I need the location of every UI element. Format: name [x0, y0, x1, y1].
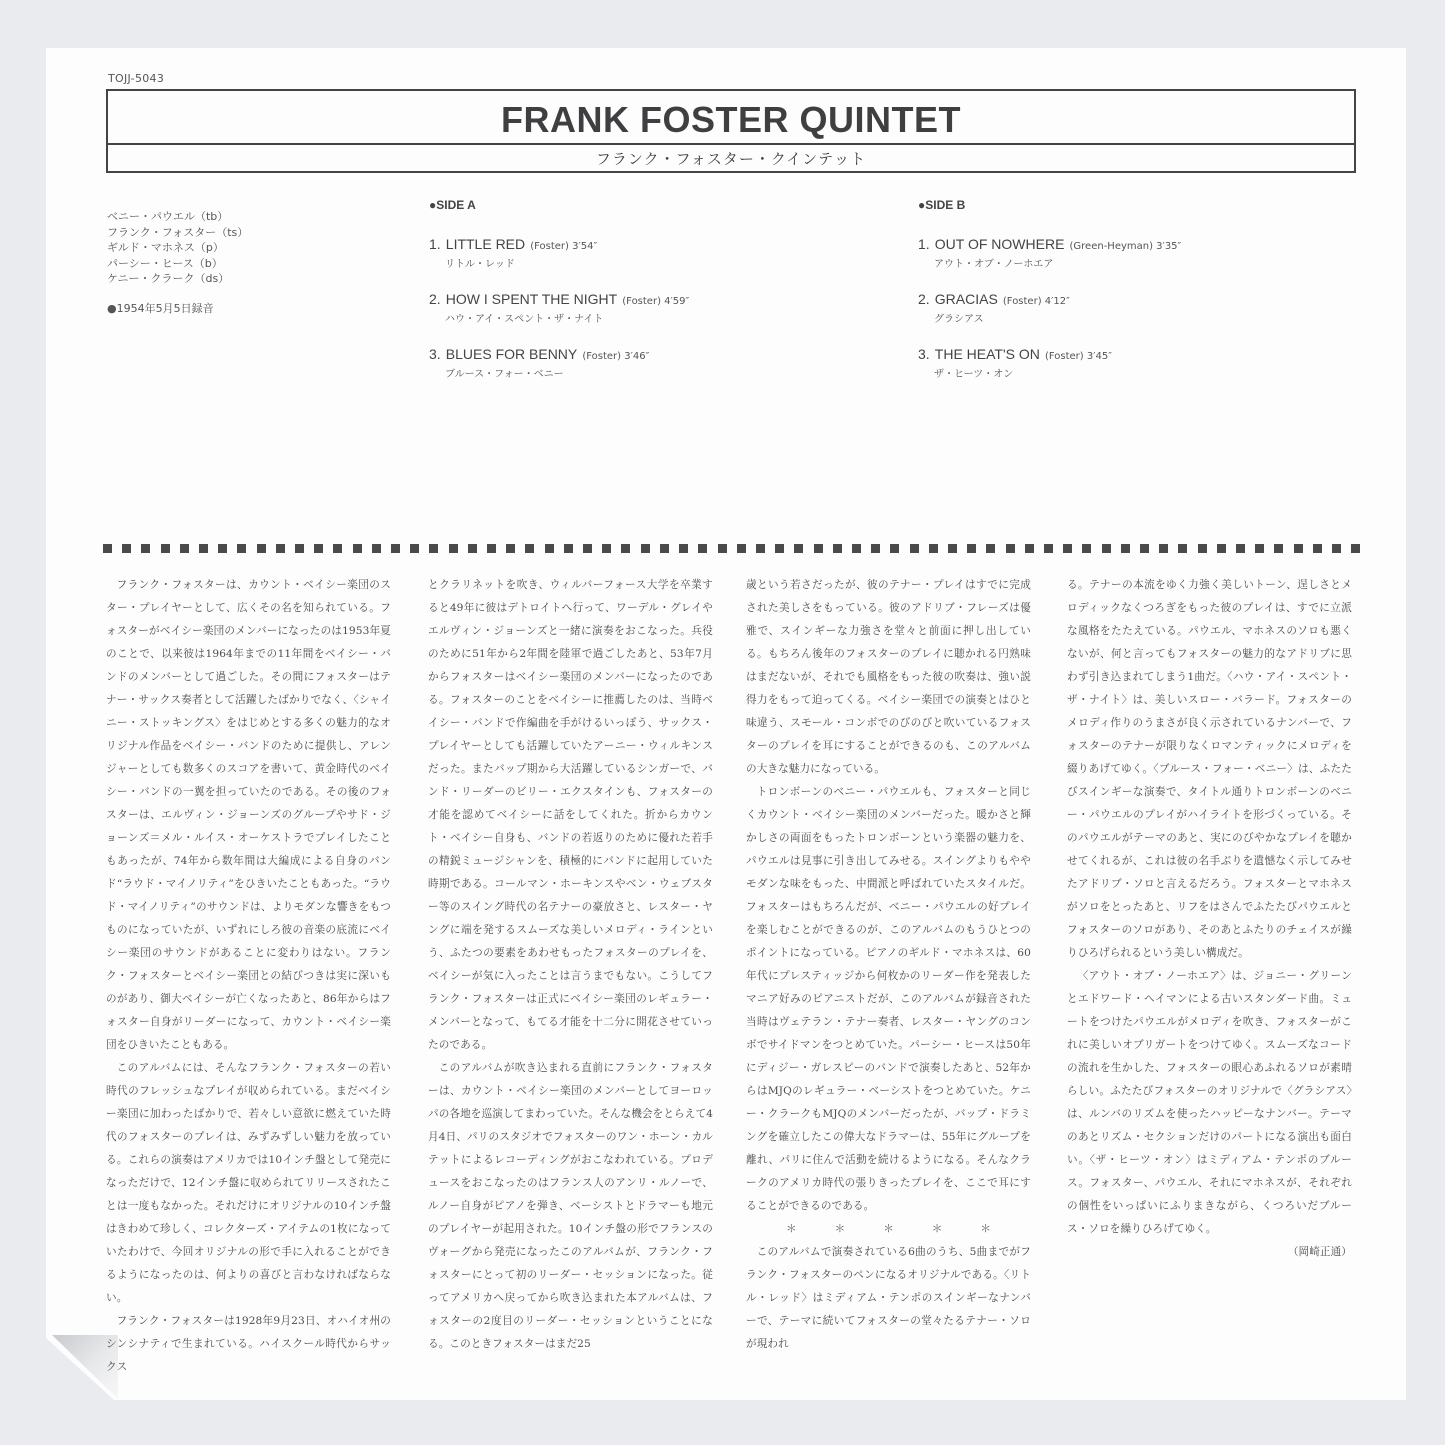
track-item — [918, 344, 1112, 380]
side-b-label: ●SIDE B — [918, 198, 966, 212]
divider-square — [871, 544, 880, 553]
divider-square — [372, 544, 381, 553]
recording-date: ●1954年5月5日録音 — [107, 302, 214, 315]
divider-square — [103, 544, 112, 553]
divider-square — [333, 544, 342, 553]
notes-paragraph: フランク・フォスターは、カウント・ベイシー楽団のスター・プレイヤーとして、広くその名を知られている。フォスターがベイシー楽団のメンバーになったのは1953年夏のことで、以来彼は1964年までの11年間をベイシー・バンドのメンバーとして過ごした。その間にフォスターはテナー・サックス奏者として活躍したばかりでなく、〈シャイニー・ストッキングス〉をはじめとする多くの魅力的なオリジナル作品をベイシー・バンドのために提供し、アレンジャーとしても数多くのスコアを書いて、黄金時代のベイシー・バンドの一翼を担っていたのである。その後のフォスターは、エルヴィン・ジョーンズのグループやサド・ジョーンズ＝メル・ルイス・オーケストラでプレイしたこともあったが、74年から数年間は大編成による自身のバンド“ラウド・マイノリティ”をひきいたこともあった。“ラウド・マイノリティ”のサウンドは、よりモダンな響きをもつものになっていたが、いずれにしろ彼の音楽の底流にベイシー楽団のサウンドがあることに変わりはない。フランク・フォスターとベイシー楽団との結びつきは実に深いものがあり、御大ベイシーが亡くなったあと、86年からはフォスター自身がリーダーになって、カウント・ベイシー楽団をひきいたこともある。 — [106, 579, 391, 1051]
divider-square — [1198, 544, 1207, 553]
track-title: HOW I SPENT THE NIGHT — [445, 291, 618, 307]
divider-square — [621, 544, 630, 553]
divider-square — [910, 544, 919, 553]
divider-square — [295, 544, 304, 553]
personnel-item: フランク・フォスター（ts） — [107, 225, 249, 239]
divider-square — [833, 544, 842, 553]
divider-square — [814, 544, 823, 553]
divider-square — [1082, 544, 1091, 553]
divider-square — [1140, 544, 1149, 553]
divider-square — [890, 544, 899, 553]
track-number: 3. — [429, 346, 441, 362]
notes-paragraph: 〈アウト・オブ・ノーホエア〉は、ジョニー・グリーンとエドワード・ヘイマンによる古いスタンダード曲。ミュートをつけたパウエルがメロディを吹き、フォスターがこれに美しいオブリガートをつけてゆく。スムーズなコードの流れを生かした、フォスターの眼心あふれるソロが素晴らしい。ふたたびフォスターのオリジナルで〈グラシアス〉は、ルンバのリズムを使ったハッピーなナンバー。テーマのあとリズム・セクションだけのパートになる演出も面白い。〈ザ・ヒーツ・オン〉はミディアム・テンポのブルース。フォスター、パウエル、それにマホネスが、それぞれの個性をいっぱいにふりまきながら、くつろいだブルース・ソロを繰りひろげてゆく。 — [1067, 970, 1352, 1235]
divider-square — [449, 544, 458, 553]
notes-column-4 — [1067, 574, 1352, 1264]
track-number: 3. — [918, 346, 930, 362]
divider-square — [237, 544, 246, 553]
divider-square — [218, 544, 227, 553]
divider-square — [1332, 544, 1341, 553]
divider-square — [1044, 544, 1053, 553]
track-number: 1. — [918, 236, 930, 252]
divider-square — [1294, 544, 1303, 553]
track-item — [918, 289, 1070, 325]
notes-paragraph: トロンボーンのベニー・パウエルも、フォスターと同じくカウント・ベイシー楽団のメンバーだった。暖かさと輝かしさの両面をもったトロンボーンという楽器の魅力を、パウエルは見事に引き出してみせる。スイングよりもややモダンな味をもった、中間派と呼ばれていたスタイルだ。フォスターはもちろんだが、ベニー・パウエルの好プレイを楽しむことができるのが、このアルバムのもうひとつのポイントになっている。ピアノのギルド・マホネスは、60年代にプレスティッジから何枚かのリーダー作を発表したマニア好みのピアニストだが、このアルバムが録音された当時はヴェテラン・テナー奏者、レスター・ヤングのコンボでサイドマンをつとめていた。パーシー・ヒースは50年にディジー・ガレスピーのバンドで演奏したあと、52年からはMJQのレギュラー・ベーシストをつとめていた。ケニー・クラークもMJQのメンバーだったが、バップ・ドラミングを確立したこの偉大なドラマーは、55年にグループを離れ、パリに住んで活動を続けるようになる。そんなクラークのアメリカ時代の張りきったプレイを、ここで耳にすることができるのである。 — [746, 786, 1031, 1212]
divider-square — [718, 544, 727, 553]
divider-square — [1178, 544, 1187, 553]
divider-square — [257, 544, 266, 553]
divider-square — [1121, 544, 1130, 553]
side-a-tracklist — [429, 198, 690, 380]
personnel-item: ベニー・パウエル（tb） — [107, 210, 229, 223]
notes-column-1 — [106, 574, 391, 1379]
divider-square — [852, 544, 861, 553]
notes-paragraph: このアルバムが吹き込まれる直前にフランク・フォスターは、カウント・ベイシー楽団のメンバーとしてヨーロッパの各地を巡演してまわっていた。そんな機会をとらえて4月4日、パリのスタジオでフォスターのワン・ホーン・カルテットによるレコーディングがおこなわれている。プロデュースをおこなったのはフランス人のアンリ・ルノーで、ルノー自身がピアノを弾き、ベーシストとドラマーも地元のプレイヤーが起用された。10インチ盤の形でフランスのヴォーグから発売になったこのアルバムが、フランク・フォスターにとって初のリーダー・セッションになった。従ってアメリカへ戻ってから吹き込まれた本アルバムは、フォスターの2度目のリーダー・セッションということになる。このときフォスターはまだ25 — [428, 1062, 713, 1350]
divider-square — [199, 544, 208, 553]
divider-square — [161, 544, 170, 553]
divider-square — [602, 544, 611, 553]
track-item — [918, 234, 1181, 270]
track-credit: (Foster) 3′54″ — [530, 241, 598, 252]
divider-square — [525, 544, 534, 553]
notes-paragraph: フランク・フォスターは1928年9月23日、オハイオ州のシンシナティで生まれている。ハイスクール時代からサックス — [106, 1315, 391, 1373]
dotted-divider — [103, 544, 1361, 554]
divider-square — [967, 544, 976, 553]
divider-square — [180, 544, 189, 553]
track-title-japanese: ザ・ヒーツ・オン — [934, 369, 1014, 380]
notes-column-3 — [746, 574, 1031, 1356]
side-b-tracklist — [918, 198, 1182, 380]
author-signature: （岡崎正通） — [1287, 1246, 1352, 1258]
track-number: 1. — [429, 236, 441, 252]
divider-square — [794, 544, 803, 553]
track-title: BLUES FOR BENNY — [445, 346, 578, 362]
album-title-japanese: フランク・フォスター・クインテット — [595, 150, 867, 168]
divider-square — [564, 544, 573, 553]
personnel-item: ギルド・マホネス（p） — [107, 241, 224, 254]
divider-square — [583, 544, 592, 553]
divider-square — [506, 544, 515, 553]
section-separator: ＊＊＊＊＊ — [786, 1223, 1029, 1235]
divider-square — [353, 544, 362, 553]
divider-square — [986, 544, 995, 553]
notes-paragraph: このアルバムで演奏されている6曲のうち、5曲までがフランク・フォスターのペンになるオリジナルである。〈リトル・レッド〉はミディアム・テンポのスインギーなナンバーで、テーマに続いてフォスターの堂々たるテナー・ソロが現われ — [746, 1246, 1031, 1350]
track-credit: (Foster) 4′12″ — [1002, 296, 1070, 307]
side-a-label: ●SIDE A — [429, 198, 476, 212]
divider-square — [1274, 544, 1283, 553]
track-title-japanese: グラシアス — [934, 314, 984, 325]
divider-square — [391, 544, 400, 553]
notes-paragraph: このアルバムには、そんなフランク・フォスターの若い時代のフレッシュなプレイが収められている。まだベイシー楽団に加わったばかりで、若々しい意欲に燃えていた時代のフォスターのプレイは、みずみずしい魅力を放っている。これらの演奏はアメリカでは10インチ盤として発売になっただけで、12インチ盤に収められてリリースされたことは一度もなかった。それだけにオリジナルの10インチ盤はきわめて珍しく、コレクターズ・アイテムの1枚になっていたわけで、今回オリジナルの形で手に入れることができるようになったのは、何よりの喜びと言わなければならない。 — [106, 1062, 391, 1304]
divider-square — [122, 544, 131, 553]
divider-square — [314, 544, 323, 553]
divider-square — [410, 544, 419, 553]
divider-square — [1217, 544, 1226, 553]
track-title: GRACIAS — [934, 291, 998, 307]
divider-square — [929, 544, 938, 553]
divider-square — [948, 544, 957, 553]
divider-square — [756, 544, 765, 553]
track-title: THE HEAT'S ON — [934, 346, 1040, 362]
divider-square — [737, 544, 746, 553]
divider-square — [468, 544, 477, 553]
divider-square — [1025, 544, 1034, 553]
track-title-japanese: リトル・レッド — [445, 259, 515, 270]
divider-square — [276, 544, 285, 553]
track-credit: (Green-Heyman) 3′35″ — [1069, 241, 1182, 252]
divider-square — [1063, 544, 1072, 553]
track-title-japanese: ハウ・アイ・スペント・ザ・ナイト — [445, 314, 604, 325]
album-title: FRANK FOSTER QUINTET — [501, 99, 961, 140]
divider-square — [641, 544, 650, 553]
notes-paragraph: る。テナーの本流をゆく力強く美しいトーン、逞しさとメロディックなくつろぎをもった彼のプレイは、すでに立派な風格をたたえている。パウエル、マホネスのソロも悪くないが、何と言ってもフォスターの魅力的なアドリブに思わず引き込まれてしまう1曲だ。〈ハウ・アイ・スペント・ザ・ナイト〉は、美しいスロー・バラード。フォスターのメロディ作りのうまさが良く示されているナンバーで、フォスターのテナーが限りなくロマンティックにメロディを綴りあげてゆく。〈ブルース・フォー・ベニー〉は、ふたたびスインギーな演奏で、タイトル通りトロンボーンのベニー・パウエルのプレイがハイライトを形づくっている。そのパウエルがテーマのあと、実にのびやかなプレイを聴かせてくれるが、これは彼の名手ぶりを遺憾なく示してみせたアドリブ・ソロと言えるだろう。フォスターとマホネスがソロをとったあと、リフをはさんでふたたびパウエルとフォスターのソロがあり、そのあとふたりのチェイスが繰りひろげられるという美しい構成だ。 — [1067, 579, 1352, 959]
personnel-list — [107, 209, 248, 287]
track-title: LITTLE RED — [445, 236, 526, 252]
divider-square — [698, 544, 707, 553]
track-credit: (Foster) 3′45″ — [1044, 351, 1112, 362]
track-title-japanese: ブルース・フォー・ベニー — [445, 369, 564, 380]
title-box — [106, 89, 1356, 173]
track-title-japanese: アウト・オブ・ノーホエア — [934, 259, 1054, 270]
track-credit: (Foster) 3′46″ — [582, 351, 650, 362]
divider-square — [545, 544, 554, 553]
track-title: OUT OF NOWHERE — [934, 236, 1065, 252]
divider-square — [1159, 544, 1168, 553]
divider-square — [660, 544, 669, 553]
divider-square — [1006, 544, 1015, 553]
track-credit: (Foster) 4′59″ — [622, 296, 690, 307]
divider-square — [487, 544, 496, 553]
divider-square — [1313, 544, 1322, 553]
notes-paragraph: とクラリネットを吹き、ウィルバーフォース大学を卒業すると49年に彼はデトロイトへ行って、ワーデル・グレイやエルヴィン・ジョーンズと一緒に演奏をおこなった。兵役のために51年から2年間を陸軍で過ごしたあと、53年7月からフォスターはベイシー楽団のメンバーになったのである。フォスターのことをベイシーに推薦したのは、当時ベイシー・バンドで作編曲を手がけるいっぽう、サックス・プレイヤーとしても活躍していたアーニー・ウィルキンスだった。またバップ期から大活躍しているシンガーで、バンド・リーダーのビリー・エクスタインも、フォスターの才能を認めてベイシーに話をしてくれた。折からカウント・ベイシー自身も、バンドの若返りのために優れた若手の精鋭ミュージシャンを、積極的にバンドに起用していた時期である。コールマン・ホーキンスやベン・ウェブスター等のスイング時代の名テナーの豪放さと、レスター・ヤングに端を発するスムーズな美しいメロディ・ラインという、ふたつの要素をあわせもったフォスターのプレイを、ベイシーが気に入ったことは言うまでもない。こうしてフランク・フォスターは正式にベイシー楽団のレギュラー・メンバーとなって、もてる才能を十二分に開花させていったのである。 — [428, 579, 713, 1051]
divider-square — [679, 544, 688, 553]
divider-square — [1102, 544, 1111, 553]
divider-square — [775, 544, 784, 553]
title-divider — [108, 143, 1354, 145]
divider-square — [1236, 544, 1245, 553]
track-item — [429, 234, 597, 270]
notes-paragraph: 歳という若さだったが、彼のテナー・プレイはすでに完成された美しさをもっている。彼のアドリブ・フレーズは優雅で、スインギーな力強さを堂々と前面に押し出している。もちろん後年のフォスターのプレイに聴かれる円熟味はまだないが、それでも風格をもった彼の吹奏は、強い説得力をもって迫ってくる。ベイシー楽団での演奏とはひと味違う、スモール・コンボでのびのびと吹いているフォスターのプレイを耳にすることができるのも、このアルバムの大きな魅力になっている。 — [746, 579, 1031, 775]
personnel-item: ケニー・クラーク（ds） — [107, 272, 230, 285]
divider-square — [429, 544, 438, 553]
divider-square — [141, 544, 150, 553]
catalog-number: TOJJ-5043 — [108, 72, 165, 85]
track-number: 2. — [918, 291, 930, 307]
notes-column-2 — [428, 574, 713, 1356]
personnel-item: パーシー・ヒース（b） — [107, 256, 223, 270]
track-item — [429, 344, 649, 380]
track-item — [429, 289, 689, 325]
divider-square — [1351, 544, 1360, 553]
divider-square — [1255, 544, 1264, 553]
track-number: 2. — [429, 291, 441, 307]
